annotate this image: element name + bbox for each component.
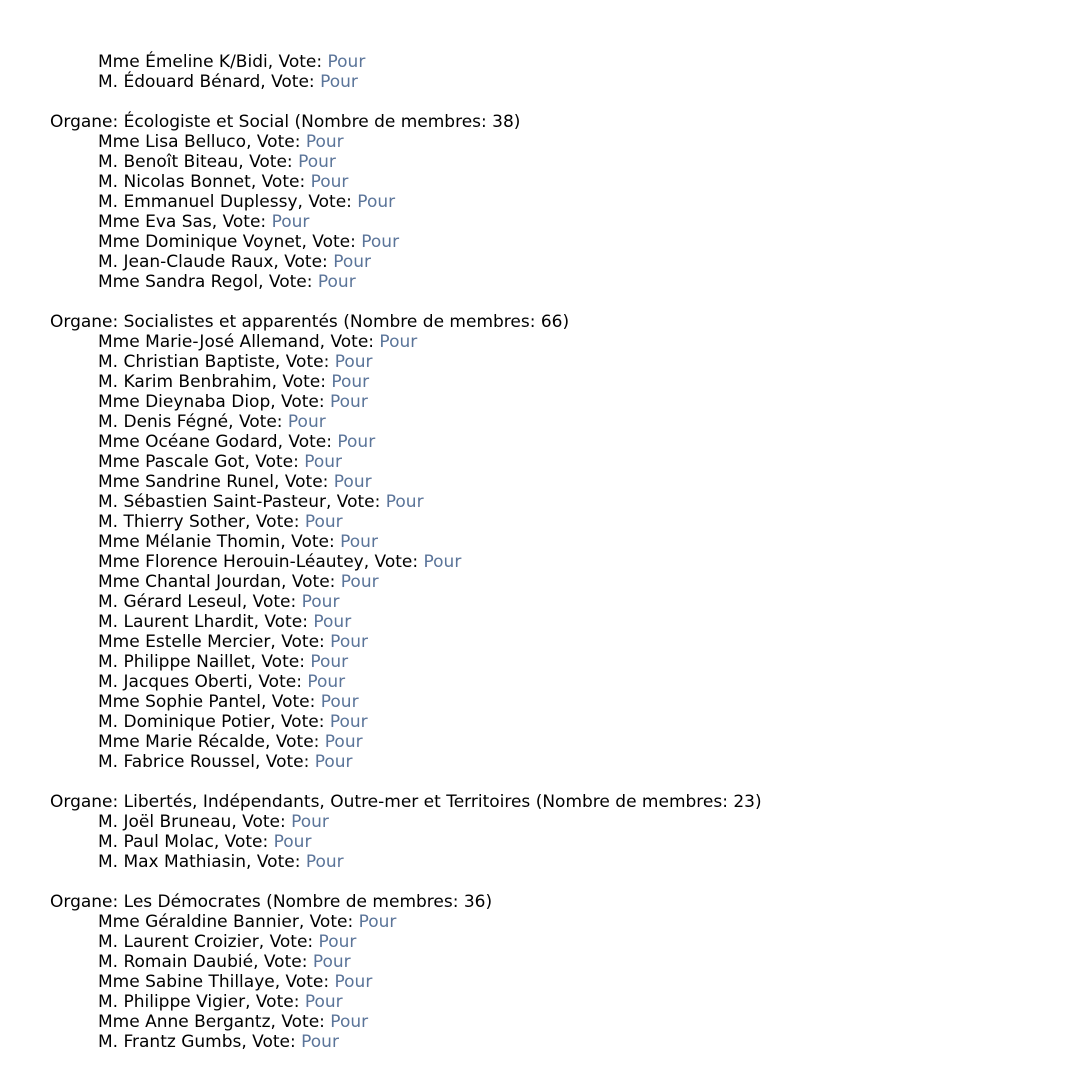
vote-value: Pour <box>340 532 378 552</box>
member-name: Mme Sandra Regol <box>98 272 259 292</box>
organe-section <box>50 792 1050 872</box>
vote-value: Pour <box>320 72 358 92</box>
member-vote-line <box>50 432 1050 452</box>
separator-comma: , <box>245 992 256 1012</box>
member-vote-line <box>50 412 1050 432</box>
vote-value: Pour <box>331 372 370 392</box>
member-vote-line <box>50 592 1050 612</box>
member-name: M. Nicolas Bonnet <box>98 172 251 192</box>
member-name: M. Denis Fégné <box>98 412 229 432</box>
vote-label: Vote: <box>281 392 331 412</box>
vote-label: Vote: <box>291 532 341 552</box>
separator-comma: , <box>270 1012 282 1032</box>
member-name: M. Laurent Croizier <box>98 932 259 952</box>
member-vote-line <box>50 832 1050 852</box>
vote-list-document <box>50 52 1050 1052</box>
member-vote-line <box>50 652 1050 672</box>
member-name: M. Dominique Potier <box>98 712 271 732</box>
vote-value: Pour <box>330 632 368 652</box>
member-name: M. Christian Baptiste <box>98 352 275 372</box>
member-vote-line <box>50 712 1050 732</box>
member-name: M. Gérard Leseul <box>98 592 242 612</box>
leading-members-block <box>50 52 1050 92</box>
separator-comma: , <box>241 1032 253 1052</box>
member-vote-line <box>50 72 1050 92</box>
vote-value: Pour <box>358 912 397 932</box>
member-vote-line <box>50 452 1050 472</box>
member-vote-line <box>50 992 1050 1012</box>
member-vote-line <box>50 572 1050 592</box>
organe-section <box>50 892 1050 1052</box>
member-vote-line <box>50 472 1050 492</box>
separator-comma: , <box>244 452 256 472</box>
member-vote-line <box>50 332 1050 352</box>
organe-section <box>50 312 1050 772</box>
vote-value: Pour <box>313 612 352 632</box>
member-name: M. Jacques Oberti <box>98 672 248 692</box>
separator-comma: , <box>267 52 279 72</box>
organe-header: Organe: Socialistes et apparentés (Nombre de membres: 66) <box>50 312 570 332</box>
vote-value: Pour <box>298 152 336 172</box>
member-vote-line <box>50 552 1050 572</box>
member-vote-line <box>50 612 1050 632</box>
separator-comma: , <box>246 132 257 152</box>
member-vote-line <box>50 692 1050 712</box>
vote-label: Vote: <box>312 232 362 252</box>
vote-value: Pour <box>337 432 376 452</box>
separator-comma: , <box>228 412 239 432</box>
member-name: Mme Dominique Voynet <box>98 232 302 252</box>
vote-label: Vote: <box>374 552 424 572</box>
member-vote-line <box>50 672 1050 692</box>
member-name: Mme Sandrine Runel <box>98 472 274 492</box>
member-name: Mme Marie-José Allemand <box>98 332 320 352</box>
vote-value: Pour <box>330 392 368 412</box>
separator-comma: , <box>265 732 276 752</box>
member-vote-line <box>50 932 1050 952</box>
member-name: Mme Sabine Thillaye <box>98 972 275 992</box>
member-vote-line <box>50 1032 1050 1052</box>
vote-value: Pour <box>330 1012 369 1032</box>
vote-value: Pour <box>301 592 340 612</box>
member-name: M. Sébastien Saint-Pasteur <box>98 492 326 512</box>
vote-label: Vote: <box>268 272 318 292</box>
vote-value: Pour <box>305 132 344 152</box>
organe-header: Organe: Les Démocrates (Nombre de membres: 36) <box>50 892 493 912</box>
vote-value: Pour <box>310 172 349 192</box>
vote-value: Pour <box>310 652 349 672</box>
vote-value: Pour <box>304 512 343 532</box>
vote-value: Pour <box>334 972 373 992</box>
member-name: M. Benoît Biteau <box>98 152 239 172</box>
member-vote-line <box>50 752 1050 772</box>
member-name: M. Emmanuel Duplessy <box>98 192 298 212</box>
separator-comma: , <box>301 232 313 252</box>
separator-comma: , <box>211 212 223 232</box>
vote-label: Vote: <box>264 612 314 632</box>
separator-comma: , <box>241 592 253 612</box>
member-name: M. Karim Benbrahim <box>98 372 272 392</box>
member-name: Mme Émeline K/Bidi <box>98 52 268 72</box>
vote-label: Vote: <box>282 372 332 392</box>
vote-value: Pour <box>304 992 343 1012</box>
separator-comma: , <box>271 372 283 392</box>
separator-comma: , <box>277 432 289 452</box>
vote-label: Vote: <box>291 572 341 592</box>
vote-label: Vote: <box>258 672 308 692</box>
vote-label: Vote: <box>308 192 358 212</box>
member-vote-line <box>50 532 1050 552</box>
member-name: M. Romain Daubié <box>98 952 254 972</box>
separator-comma: , <box>253 612 265 632</box>
vote-label: Vote: <box>330 332 380 352</box>
member-name: M. Philippe Vigier <box>98 992 246 1012</box>
separator-comma: , <box>274 352 286 372</box>
separator-comma: , <box>238 152 250 172</box>
vote-value: Pour <box>304 452 343 472</box>
vote-value: Pour <box>340 572 379 592</box>
separator-comma: , <box>319 332 331 352</box>
section-spacer <box>50 92 1050 112</box>
separator-comma: , <box>246 852 257 872</box>
vote-value: Pour <box>329 712 368 732</box>
member-vote-line <box>50 352 1050 372</box>
member-name: Mme Dieynaba Diop <box>98 392 271 412</box>
vote-label: Vote: <box>256 852 306 872</box>
member-name: Mme Chantal Jourdan <box>98 572 281 592</box>
vote-value: Pour <box>301 1032 339 1052</box>
member-name: M. Frantz Gumbs <box>98 1032 242 1052</box>
member-name: Mme Marie Récalde <box>98 732 265 752</box>
member-vote-line <box>50 1012 1050 1032</box>
organe-section <box>50 112 1050 292</box>
member-vote-line <box>50 372 1050 392</box>
vote-label: Vote: <box>261 652 311 672</box>
member-vote-line <box>50 232 1050 252</box>
member-name: Mme Sophie Pantel <box>98 692 261 712</box>
vote-label: Vote: <box>238 412 288 432</box>
member-name: M. Philippe Naillet <box>98 652 251 672</box>
member-vote-line <box>50 952 1050 972</box>
member-vote-line <box>50 272 1050 292</box>
separator-comma: , <box>258 272 269 292</box>
member-vote-line <box>50 812 1050 832</box>
separator-comma: , <box>274 972 286 992</box>
section-spacer <box>50 872 1050 892</box>
vote-label: Vote: <box>336 492 386 512</box>
vote-value: Pour <box>361 232 400 252</box>
vote-label: Vote: <box>275 732 325 752</box>
vote-label: Vote: <box>224 832 274 852</box>
separator-comma: , <box>260 692 272 712</box>
separator-comma: , <box>273 252 285 272</box>
vote-label: Vote: <box>280 712 330 732</box>
separator-comma: , <box>270 392 282 412</box>
member-name: M. Laurent Lhardit <box>98 612 254 632</box>
separator-comma: , <box>281 572 292 592</box>
vote-label: Vote: <box>271 72 321 92</box>
member-name: M. Paul Molac <box>98 832 214 852</box>
section-spacer <box>50 292 1050 312</box>
member-vote-line <box>50 512 1050 532</box>
member-name: M. Fabrice Roussel <box>98 752 255 772</box>
organe-header: Organe: Écologiste et Social (Nombre de membres: 38) <box>50 112 521 132</box>
vote-value: Pour <box>333 472 372 492</box>
member-name: M. Max Mathiasin <box>98 852 247 872</box>
separator-comma: , <box>231 812 243 832</box>
vote-value: Pour <box>271 212 310 232</box>
vote-label: Vote: <box>271 692 321 712</box>
separator-comma: , <box>258 932 270 952</box>
member-name: Mme Florence Herouin-Léautey <box>98 552 364 572</box>
separator-comma: , <box>280 532 292 552</box>
vote-value: Pour <box>305 852 344 872</box>
member-vote-line <box>50 732 1050 752</box>
vote-label: Vote: <box>309 912 359 932</box>
vote-value: Pour <box>357 192 396 212</box>
vote-label: Vote: <box>261 172 311 192</box>
vote-label: Vote: <box>285 972 335 992</box>
vote-label: Vote: <box>263 952 313 972</box>
vote-label: Vote: <box>288 432 338 452</box>
separator-comma: , <box>298 912 310 932</box>
vote-label: Vote: <box>249 152 299 172</box>
vote-value: Pour <box>317 272 356 292</box>
member-name: Mme Mélanie Thomin <box>98 532 281 552</box>
separator-comma: , <box>254 752 266 772</box>
vote-value: Pour <box>314 752 353 772</box>
separator-comma: , <box>247 672 259 692</box>
organes-container <box>50 92 1050 1052</box>
member-name: Mme Géraldine Bannier <box>98 912 299 932</box>
vote-label: Vote: <box>256 132 306 152</box>
separator-comma: , <box>245 512 256 532</box>
vote-label: Vote: <box>222 212 272 232</box>
member-vote-line <box>50 392 1050 412</box>
organe-header: Organe: Libertés, Indépendants, Outre-mer et Territoires (Nombre de membres: 23) <box>50 792 762 812</box>
vote-value: Pour <box>287 412 326 432</box>
vote-value: Pour <box>324 732 363 752</box>
vote-label: Vote: <box>255 992 305 1012</box>
member-name: Mme Lisa Belluco <box>98 132 247 152</box>
vote-value: Pour <box>273 832 312 852</box>
vote-label: Vote: <box>255 452 305 472</box>
vote-label: Vote: <box>278 52 328 72</box>
vote-label: Vote: <box>252 592 302 612</box>
member-name: M. Joël Bruneau <box>98 812 232 832</box>
member-name: M. Jean-Claude Raux <box>98 252 274 272</box>
vote-value: Pour <box>320 692 359 712</box>
separator-comma: , <box>260 72 272 92</box>
vote-value: Pour <box>307 672 346 692</box>
vote-value: Pour <box>312 952 351 972</box>
member-vote-line <box>50 132 1050 152</box>
member-vote-line <box>50 52 1050 72</box>
vote-value: Pour <box>318 932 357 952</box>
vote-label: Vote: <box>285 352 335 372</box>
vote-label: Vote: <box>281 632 331 652</box>
member-vote-line <box>50 632 1050 652</box>
vote-label: Vote: <box>242 812 292 832</box>
separator-comma: , <box>270 632 282 652</box>
vote-value: Pour <box>334 352 373 372</box>
member-vote-line <box>50 152 1050 172</box>
separator-comma: , <box>270 712 281 732</box>
separator-comma: , <box>363 552 375 572</box>
vote-label: Vote: <box>284 472 334 492</box>
separator-comma: , <box>213 832 225 852</box>
member-vote-line <box>50 912 1050 932</box>
vote-value: Pour <box>423 552 462 572</box>
separator-comma: , <box>250 172 262 192</box>
member-name: Mme Anne Bergantz <box>98 1012 271 1032</box>
member-name: Mme Océane Godard <box>98 432 278 452</box>
separator-comma: , <box>274 472 285 492</box>
member-name: Mme Estelle Mercier <box>98 632 271 652</box>
vote-label: Vote: <box>284 252 334 272</box>
member-name: Mme Eva Sas <box>98 212 212 232</box>
separator-comma: , <box>297 192 309 212</box>
member-vote-line <box>50 972 1050 992</box>
vote-value: Pour <box>385 492 424 512</box>
member-name: Mme Pascale Got <box>98 452 245 472</box>
separator-comma: , <box>250 652 262 672</box>
vote-label: Vote: <box>252 1032 302 1052</box>
member-vote-line <box>50 252 1050 272</box>
member-vote-line <box>50 192 1050 212</box>
vote-label: Vote: <box>281 1012 331 1032</box>
vote-label: Vote: <box>255 512 305 532</box>
separator-comma: , <box>325 492 337 512</box>
vote-value: Pour <box>327 52 366 72</box>
vote-value: Pour <box>333 252 371 272</box>
vote-value: Pour <box>291 812 329 832</box>
member-vote-line <box>50 492 1050 512</box>
member-name: M. Thierry Sother <box>98 512 246 532</box>
member-vote-line <box>50 172 1050 192</box>
member-name: M. Édouard Bénard <box>98 72 261 92</box>
separator-comma: , <box>253 952 264 972</box>
vote-label: Vote: <box>269 932 319 952</box>
member-vote-line <box>50 212 1050 232</box>
section-spacer <box>50 772 1050 792</box>
vote-label: Vote: <box>265 752 315 772</box>
vote-value: Pour <box>379 332 418 352</box>
member-vote-line <box>50 852 1050 872</box>
